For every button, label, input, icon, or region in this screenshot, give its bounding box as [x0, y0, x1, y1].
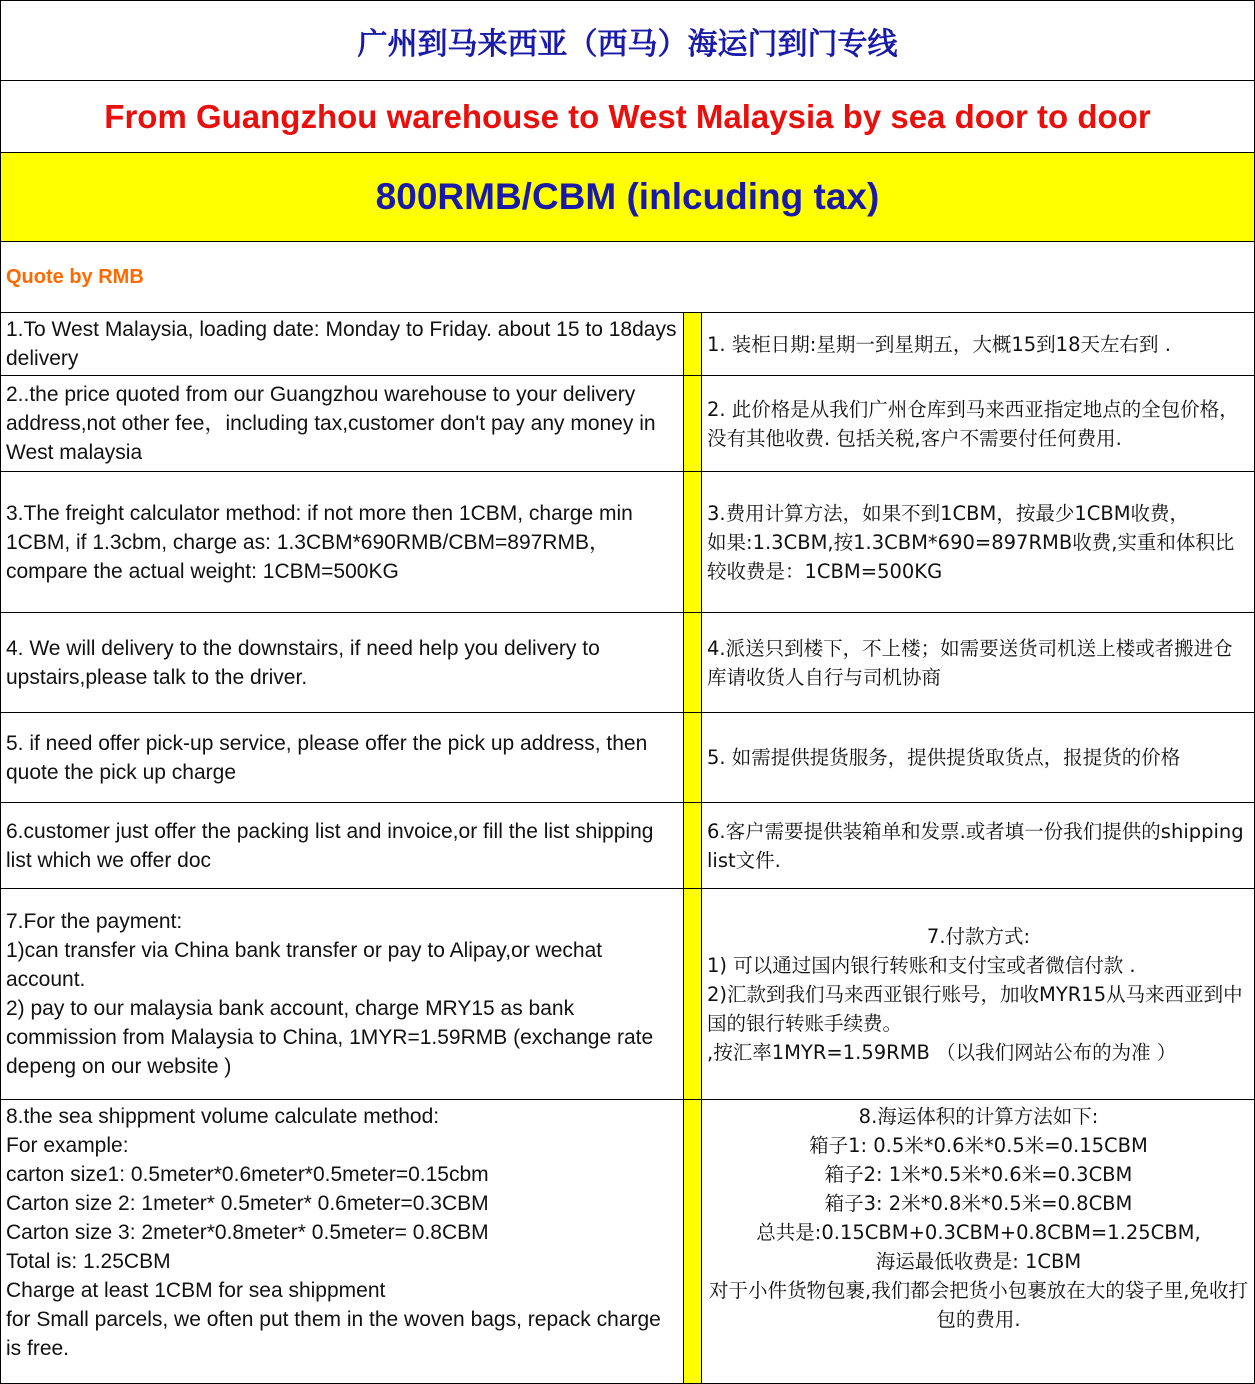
term-6-english-text: 6.customer just offer the packing list and invoice,or fill the list shipping list which we offer doc — [6, 819, 654, 872]
term-6-chinese-text: 6.客户需要提供装箱单和发票.或者填一份我们提供的shipping list文件. — [707, 819, 1244, 872]
term-8-chinese — [702, 1100, 1254, 1383]
term-5-english-text: 5. if need offer pick-up service, please offer the pick up address, then quote the pick up charge — [6, 731, 648, 784]
term-row-6 — [1, 803, 1254, 889]
term-7-chinese-text — [707, 922, 1250, 1067]
term-3-english — [1, 472, 684, 612]
term-8-english — [1, 1100, 684, 1383]
term-row-1 — [1, 313, 1254, 376]
separator-column — [684, 376, 702, 471]
term-6-chinese — [702, 803, 1254, 888]
term-row-4 — [1, 613, 1254, 713]
term-4-english-text: 4. We will delivery to the downstairs, if need help you delivery to upstairs,please talk to the driver. — [6, 636, 600, 689]
term-3-chinese-text: 3.费用计算方法，如果不到1CBM，按最少1CBM收费， 如果:1.3CBM,按1.3CBM*690=897RMB收费,实重和体积比较收费是：1CBM=500KG — [707, 501, 1235, 583]
separator-column — [684, 313, 702, 375]
title-chinese: 广州到马来西亚（西马）海运门到门专线 — [1, 1, 1254, 81]
term-7-chinese-body: 1) 可以通过国内银行转账和支付宝或者微信付款 . 2)汇款到我们马来西亚银行账号，加收MYR15从马来西亚到中国的银行转账手续费。 ,按汇率1MYR=1.59RMB （以我们网站公布的为准 ） — [707, 953, 1243, 1064]
separator-column — [684, 713, 702, 802]
term-5-chinese-text: 5. 如需提供提货服务，提供提货取货点，报提货的价格 — [707, 746, 1181, 769]
term-3-chinese — [702, 472, 1254, 612]
term-6-english — [1, 803, 684, 888]
separator-column — [684, 472, 702, 612]
term-5-chinese — [702, 713, 1254, 802]
term-row-5 — [1, 713, 1254, 803]
term-1-chinese-text: 1. 装柜日期:星期一到星期五，大概15到18天左右到 . — [707, 332, 1171, 356]
separator-column — [684, 613, 702, 712]
term-2-english — [1, 376, 684, 471]
term-1-english-text: 1.To West Malaysia, loading date: Monday to Friday. about 15 to 18days delivery — [6, 318, 677, 370]
term-7-english-text: 7.For the payment: 1)can transfer via China bank transfer or pay to Alipay,or wechat account. 2) pay to our malaysia bank account, charge MRY15 as bank commission from Malaysia to China, 1MYR=1.59RMB (exchange rate depeng on our website ) — [6, 910, 654, 1078]
separator-column — [684, 889, 702, 1099]
quote-currency-label: Quote by RMB — [1, 242, 1254, 313]
term-8-english-text: 8.the sea shippment volume calculate method: For example: carton size1: 0.5meter*0.6meter*0.5meter=0.15cbm Carton size 2: 1meter* 0.5meter* 0.6meter=0.3CBM Carton size 3: 2meter*0.8meter* 0.5meter= 0.8CBM Total is: 1.25CBM Charge at least 1CBM for sea shippment for Small parcels, we often put them in the woven bags, repack charge is free. — [6, 1105, 661, 1360]
separator-column — [684, 803, 702, 888]
term-7-chinese — [702, 889, 1254, 1099]
price-banner: 800RMB/CBM (inlcuding tax) — [1, 153, 1254, 242]
term-row-3 — [1, 472, 1254, 613]
term-2-english-text: 2..the price quoted from our Guangzhou warehouse to your delivery address,not other fee，including tax,customer don't pay any money in West malaysia — [6, 383, 656, 464]
term-row-8 — [1, 1100, 1254, 1383]
term-7-english — [1, 889, 684, 1099]
term-1-chinese — [702, 313, 1254, 375]
title-english: From Guangzhou warehouse to West Malaysia by sea door to door — [1, 81, 1254, 153]
term-4-chinese — [702, 613, 1254, 712]
separator-column — [684, 1100, 702, 1383]
term-7-chinese-heading: 7.付款方式: — [926, 924, 1031, 948]
term-2-chinese-text: 2. 此价格是从我们广州仓库到马来西亚指定地点的全包价格，没有其他收费. 包括关税,客户不需要付任何费用. — [707, 397, 1239, 450]
term-5-english — [1, 713, 684, 802]
term-3-english-text: 3.The freight calculator method: if not more then 1CBM, charge min 1CBM, if 1.3cbm, charge as: 1.3CBM*690RMB/CBM=897RMB，compare the actual weight: 1CBM=500KG — [6, 501, 633, 583]
term-row-2 — [1, 376, 1254, 472]
term-4-chinese-text: 4.派送只到楼下，不上楼；如需要送货司机送上楼或者搬进仓库请收货人自行与司机协商 — [707, 636, 1233, 689]
term-2-chinese — [702, 376, 1254, 471]
term-1-english — [1, 313, 684, 375]
term-row-7 — [1, 889, 1254, 1100]
term-4-english — [1, 613, 684, 712]
term-8-chinese-text: 8.海运体积的计算方法如下: 箱子1: 0.5米*0.6米*0.5米=0.15CBM 箱子2: 1米*0.5米*0.6米=0.3CBM 箱子3: 2米*0.8米*0.5米=0.8CBM 总共是:0.15CBM+0.3CBM+0.8CBM=1.25CBM, 海运最低收费是: 1CBM 对于小件货物包裹,我们都会把货小包裹放在大的袋子里,免收打包的费用. — [709, 1105, 1248, 1331]
